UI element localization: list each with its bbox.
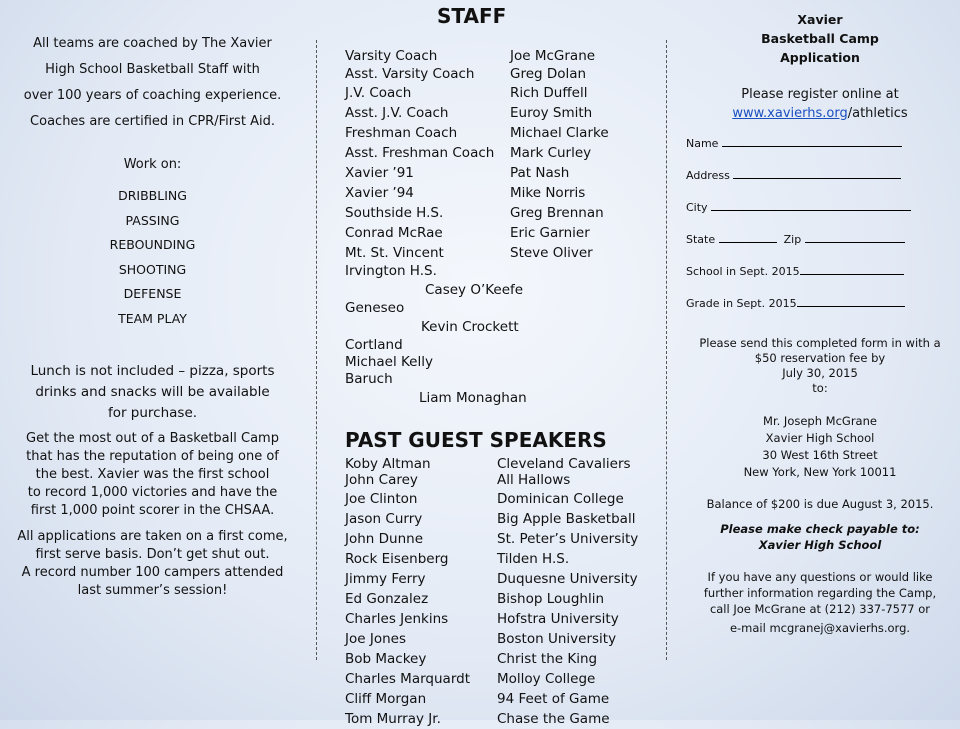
address-line: New York, New York 10011 (743, 465, 897, 479)
applications-line: last summer’s session! (77, 583, 228, 598)
speaker-name: Charles Jenkins (345, 611, 449, 627)
payable-note (680, 521, 960, 553)
staff-role: Conrad McRae (345, 225, 443, 241)
speaker-name: Cliff Morgan (345, 691, 427, 707)
speaker-row (345, 456, 650, 472)
city-row (680, 192, 960, 224)
staff-role: Xavier ’91 (345, 165, 414, 181)
speaker-row (345, 529, 650, 549)
skill-item: TEAM PLAY (118, 310, 187, 326)
speaker-row (345, 569, 650, 589)
staff-role: Varsity Coach (345, 48, 438, 64)
speaker-name: Koby Altman (345, 456, 431, 472)
staff-role: J.V. Coach (345, 85, 412, 101)
speaker-org: Molloy College (497, 671, 596, 687)
skill-item: SHOOTING (118, 261, 187, 277)
school-field[interactable] (800, 262, 904, 275)
staff-name: Liam Monaghan (419, 390, 527, 406)
speaker-name: Joe Jones (345, 631, 406, 647)
balance-due: Balance of $200 is due August 3, 2015. (706, 497, 934, 511)
speaker-name: Tom Murray Jr. (345, 711, 441, 727)
staff-role: Asst. J.V. Coach (345, 105, 449, 121)
staff-school: Geneseo (345, 300, 405, 316)
reputation-line: to record 1,000 victories and have the (27, 485, 278, 500)
staff-name: Michael Kelly (345, 354, 433, 370)
staff-name: Greg Dolan (510, 66, 587, 82)
speaker-name: Rock Eisenberg (345, 551, 449, 567)
staff-heading: STAFF (437, 4, 507, 28)
address-line: Mr. Joseph McGrane (763, 414, 877, 428)
staff-name: Kevin Crockett (421, 319, 519, 335)
school-label: School in Sept. 2015 (686, 265, 800, 278)
address-label: Address (686, 169, 730, 182)
send-instructions (680, 336, 960, 396)
speaker-row (345, 609, 650, 629)
intro-line: High School Basketball Staff with (45, 62, 260, 77)
application-title (680, 10, 960, 67)
staff-row (345, 123, 650, 143)
applications-text (0, 528, 305, 600)
speaker-org: Christ the King (497, 651, 598, 667)
website-link[interactable]: www.xavierhs.org (732, 106, 848, 121)
payable-line: Xavier High School (758, 538, 882, 552)
staff-role: Mt. St. Vincent (345, 245, 444, 261)
city-label: City (686, 201, 708, 214)
grade-label: Grade in Sept. 2015 (686, 297, 797, 310)
staff-school: Baruch (345, 371, 393, 387)
speaker-org: Duquesne University (497, 571, 638, 587)
middle-column (345, 0, 650, 729)
speakers-list (345, 456, 650, 729)
send-line: July 30, 2015 (782, 366, 858, 380)
intro-line: Coaches are certified in CPR/First Aid. (30, 114, 275, 129)
reputation-line: Get the most out of a Basketball Camp (26, 431, 279, 446)
speaker-name: Bob Mackey (345, 651, 427, 667)
reputation-line: first 1,000 point scorer in the CHSAA. (30, 503, 275, 518)
lunch-note (0, 361, 305, 424)
payable-line: Please make check payable to: (720, 522, 920, 536)
grade-row (680, 288, 960, 320)
speaker-org: Big Apple Basketball (497, 511, 636, 527)
speaker-name: John Carey (345, 472, 418, 488)
staff-name: Steve Oliver (510, 245, 593, 261)
register-text (680, 85, 960, 123)
speaker-org: 94 Feet of Game (497, 691, 610, 707)
speaker-name: Charles Marquardt (345, 671, 470, 687)
staff-row (345, 163, 650, 183)
applications-line: first serve basis. Don’t get shut out. (35, 547, 270, 562)
speaker-row (345, 509, 650, 529)
applications-line: All applications are taken on a first come, (17, 529, 288, 544)
title-line: Xavier (797, 12, 843, 27)
speaker-name: Jimmy Ferry (345, 571, 426, 587)
work-on-label: Work on: (123, 157, 182, 172)
speaker-org: All Hallows (497, 472, 571, 488)
questions-line: further information regarding the Camp, (703, 586, 937, 600)
speaker-org: Cleveland Cavaliers (497, 456, 631, 472)
register-line: Please register online at (741, 87, 899, 102)
speaker-row (345, 629, 650, 649)
staff-school: Irvington H.S. (345, 263, 437, 279)
staff-name: Joe McGrane (510, 48, 596, 64)
zip-field[interactable] (805, 230, 905, 243)
speaker-name: Joe Clinton (345, 491, 418, 507)
intro-line: All teams are coached by The Xavier (33, 36, 272, 51)
staff-name: Eric Garnier (510, 225, 590, 241)
speaker-org: Chase the Game (497, 711, 610, 727)
lunch-line: for purchase. (107, 405, 198, 421)
staff-name: Casey O’Keefe (425, 282, 524, 298)
staff-row (345, 143, 650, 163)
staff-row (345, 203, 650, 223)
speaker-row (345, 472, 650, 489)
staff-row (345, 103, 650, 123)
speaker-org: St. Peter’s University (497, 531, 639, 547)
name-field[interactable] (722, 134, 902, 147)
speaker-name: Ed Gonzalez (345, 591, 429, 607)
speaker-org: Boston University (497, 631, 617, 647)
intro-line: over 100 years of coaching experience. (23, 88, 282, 103)
staff-name: Mark Curley (510, 145, 592, 161)
staff-name: Greg Brennan (510, 205, 604, 221)
address-field[interactable] (733, 166, 901, 179)
send-line: $50 reservation fee by (754, 351, 886, 365)
state-zip-row (680, 224, 960, 256)
speaker-row (345, 489, 650, 509)
staff-row (345, 83, 650, 103)
staff-name: Michael Clarke (510, 125, 609, 141)
questions-line: call Joe McGrane at (212) 337-7577 or (709, 602, 931, 616)
divider-right (666, 40, 667, 660)
staff-row (345, 223, 650, 243)
title-line: Basketball Camp (761, 31, 879, 46)
grade-field[interactable] (797, 294, 905, 307)
speaker-row (345, 649, 650, 669)
application-form (680, 128, 960, 320)
zip-label: Zip (783, 233, 802, 246)
skill-item: DEFENSE (123, 286, 182, 301)
speakers-heading: PAST GUEST SPEAKERS (345, 428, 607, 452)
staff-role: Asst. Freshman Coach (345, 145, 495, 161)
address-line: 30 West 16th Street (762, 448, 878, 462)
speaker-org: Dominican College (497, 491, 624, 507)
address-row (680, 160, 960, 192)
skill-item: DRIBBLING (118, 188, 187, 203)
send-line: Please send this completed form in with a (699, 336, 941, 350)
staff-row (345, 66, 650, 83)
skills-list (0, 184, 305, 331)
left-column (0, 0, 305, 600)
speaker-name: Jason Curry (345, 511, 423, 527)
name-row (680, 128, 960, 160)
questions-line: e-mail mcgranej@xavierhs.org. (729, 621, 911, 635)
reputation-text (0, 430, 305, 520)
lunch-line: Lunch is not included – pizza, sports (30, 363, 275, 379)
staff-name: Pat Nash (510, 165, 570, 181)
link-suffix: /athletics (847, 106, 908, 121)
speaker-org: Bishop Loughlin (497, 591, 605, 607)
school-row (680, 256, 960, 288)
staff-school: Cortland (345, 337, 403, 353)
reputation-line: that has the reputation of being one of (26, 449, 279, 464)
speaker-row (345, 549, 650, 569)
staff-row (345, 243, 650, 263)
staff-name: Rich Duffell (510, 85, 588, 101)
name-label: Name (686, 137, 719, 150)
staff-role: Freshman Coach (345, 125, 458, 141)
divider-left (316, 40, 317, 660)
speaker-row (345, 589, 650, 609)
city-field[interactable] (711, 198, 911, 211)
speaker-name: John Dunne (345, 531, 424, 547)
applications-line: A record number 100 campers attended (21, 565, 284, 580)
staff-row (345, 183, 650, 203)
skill-item: PASSING (125, 212, 180, 228)
skill-item: REBOUNDING (109, 237, 196, 252)
speaker-row (345, 709, 650, 729)
speaker-row (345, 689, 650, 709)
staff-role: Southside H.S. (345, 205, 444, 221)
speaker-row (345, 669, 650, 689)
address-line: Xavier High School (765, 431, 875, 445)
staff-name: Mike Norris (510, 185, 586, 201)
speaker-org: Tilden H.S. (497, 551, 570, 567)
reputation-line: the best. Xavier was the first school (35, 467, 270, 482)
register-url (680, 104, 960, 123)
staff-role: Asst. Varsity Coach (345, 66, 475, 82)
lunch-line: drinks and snacks will be available (35, 384, 270, 400)
questions-note (680, 569, 960, 636)
speaker-org: Hofstra University (497, 611, 619, 627)
staff-row (345, 46, 650, 66)
title-line: Application (780, 50, 860, 65)
staff-role: Xavier ’94 (345, 185, 414, 201)
staff-name: Euroy Smith (510, 105, 593, 121)
intro-text (0, 31, 305, 135)
application-column (680, 0, 960, 636)
questions-line: If you have any questions or would like (707, 570, 933, 584)
staff-list (345, 46, 650, 408)
mailing-address (680, 413, 960, 481)
state-label: State (686, 233, 716, 246)
state-field[interactable] (719, 230, 777, 243)
send-line: to: (812, 381, 828, 395)
